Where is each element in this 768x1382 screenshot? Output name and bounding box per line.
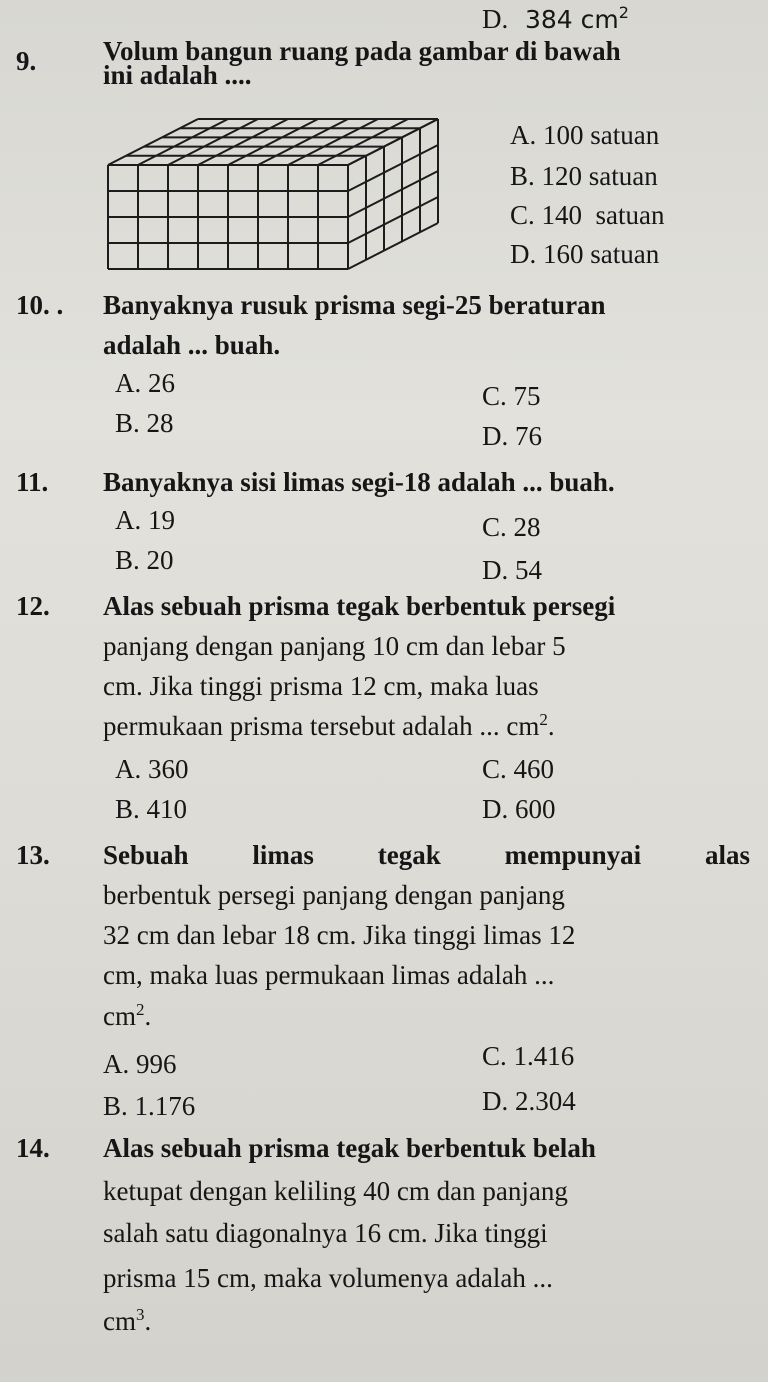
q12-number: 12. <box>16 591 50 621</box>
q10-option-c: C. 75 <box>482 381 541 411</box>
q8-option-letter: D. <box>482 4 509 34</box>
q14-line3: salah satu diagonalnya 16 cm. Jika tinggi <box>103 1218 548 1248</box>
q12-option-b: B. 410 <box>115 794 188 824</box>
q10-line1: Banyaknya rusuk prisma segi-25 beraturan <box>103 290 606 320</box>
q9-number: 9. <box>16 46 37 76</box>
q13-line1-word: tegak <box>377 840 441 870</box>
q13-line5 <box>103 1000 152 1031</box>
q9-option-c-text: 140 satuan <box>541 200 665 230</box>
q9-option-d <box>510 241 659 268</box>
q14-line5 <box>103 1305 152 1336</box>
q13-line1-word: Sebuah <box>103 840 189 870</box>
q11-option-c: C. 28 <box>482 512 541 542</box>
q11-line1: Banyaknya sisi limas segi-18 adalah ... buah. <box>103 467 615 497</box>
q14-line5-end: . <box>144 1306 152 1336</box>
q11-number: 11. <box>16 467 49 497</box>
q12-line4-text: permukaan prisma tersebut adalah ... cm <box>103 711 540 741</box>
q13-line3: 32 cm dan lebar 18 cm. Jika tinggi limas 12 <box>103 920 576 950</box>
cube-edge <box>348 197 438 243</box>
q12-line2: panjang dengan panjang 10 cm dan lebar 5 <box>103 631 566 661</box>
q14-line2: ketupat dengan keliling 40 cm dan panjang <box>103 1176 568 1206</box>
q13-line2: berbentuk persegi panjang dengan panjang <box>103 880 565 910</box>
q13-line1-word: alas <box>704 840 750 870</box>
q13-line5-text: cm <box>103 1001 136 1031</box>
q10-line2: adalah ... buah. <box>103 330 281 360</box>
q8-option-exp: 2 <box>618 3 629 22</box>
q9-line1: Volum bangun ruang pada gambar di bawah <box>103 36 621 66</box>
cube-edge <box>348 171 438 217</box>
q13-line5-exp: 2 <box>136 1000 145 1019</box>
q13-line1-word: mempunyai <box>504 840 642 870</box>
q14-number: 14. <box>16 1133 50 1163</box>
q12-option-c: C. 460 <box>482 754 555 784</box>
q8-option-d <box>482 3 629 34</box>
q13-line5-end: . <box>144 1001 152 1031</box>
q12-line4-exp: 2 <box>539 710 548 729</box>
q9-option-b <box>510 163 658 190</box>
q10-option-b: B. 28 <box>115 408 174 438</box>
q13-option-b: B. 1.176 <box>103 1091 196 1121</box>
q13-line1 <box>103 842 750 869</box>
q10-option-d: D. 76 <box>482 421 542 451</box>
q9-option-a <box>510 122 659 149</box>
q9-option-d-letter: D. <box>510 239 537 269</box>
q9-option-c-letter: C. <box>510 200 535 230</box>
q9-option-c <box>510 202 665 229</box>
q9-option-b-text: 120 satuan <box>541 161 658 191</box>
cube-edge <box>348 223 438 269</box>
q9-option-d-text: 160 satuan <box>543 239 660 269</box>
q8-option-text: 384 cm <box>525 5 619 34</box>
q12-line1: Alas sebuah prisma tegak berbentuk persegi <box>103 591 616 621</box>
q12-option-d: D. 600 <box>482 794 556 824</box>
q12-option-a: A. 360 <box>115 754 189 784</box>
q14-line5-text: cm <box>103 1306 136 1336</box>
cube-block-figure <box>100 110 445 285</box>
q13-option-d: D. 2.304 <box>482 1086 576 1116</box>
q13-option-c: C. 1.416 <box>482 1041 575 1071</box>
q10-number: 10. . <box>16 290 64 320</box>
q11-option-b: B. 20 <box>115 545 174 575</box>
q9-option-a-text: 100 satuan <box>543 120 660 150</box>
cube-edge <box>348 145 438 191</box>
q10-option-a: A. 26 <box>115 368 175 398</box>
q11-option-a: A. 19 <box>115 505 175 535</box>
q13-line1-word: limas <box>252 840 314 870</box>
q14-line4: prisma 15 cm, maka volumenya adalah ... <box>103 1263 553 1293</box>
q11-option-d: D. 54 <box>482 555 542 585</box>
q12-line3: cm. Jika tinggi prisma 12 cm, maka luas <box>103 671 539 701</box>
q13-line4: cm, maka luas permukaan limas adalah ... <box>103 960 555 990</box>
q14-line5-exp: 3 <box>136 1305 145 1324</box>
q13-number: 13. <box>16 840 50 870</box>
q12-line4-end: . <box>547 711 555 741</box>
q14-line1: Alas sebuah prisma tegak berbentuk belah <box>103 1133 596 1163</box>
q13-option-a: A. 996 <box>103 1049 177 1079</box>
q9-line2: ini adalah .... <box>103 60 252 90</box>
q9-option-b-letter: B. <box>510 161 535 191</box>
q12-line4 <box>103 710 555 741</box>
q9-option-a-letter: A. <box>510 120 537 150</box>
